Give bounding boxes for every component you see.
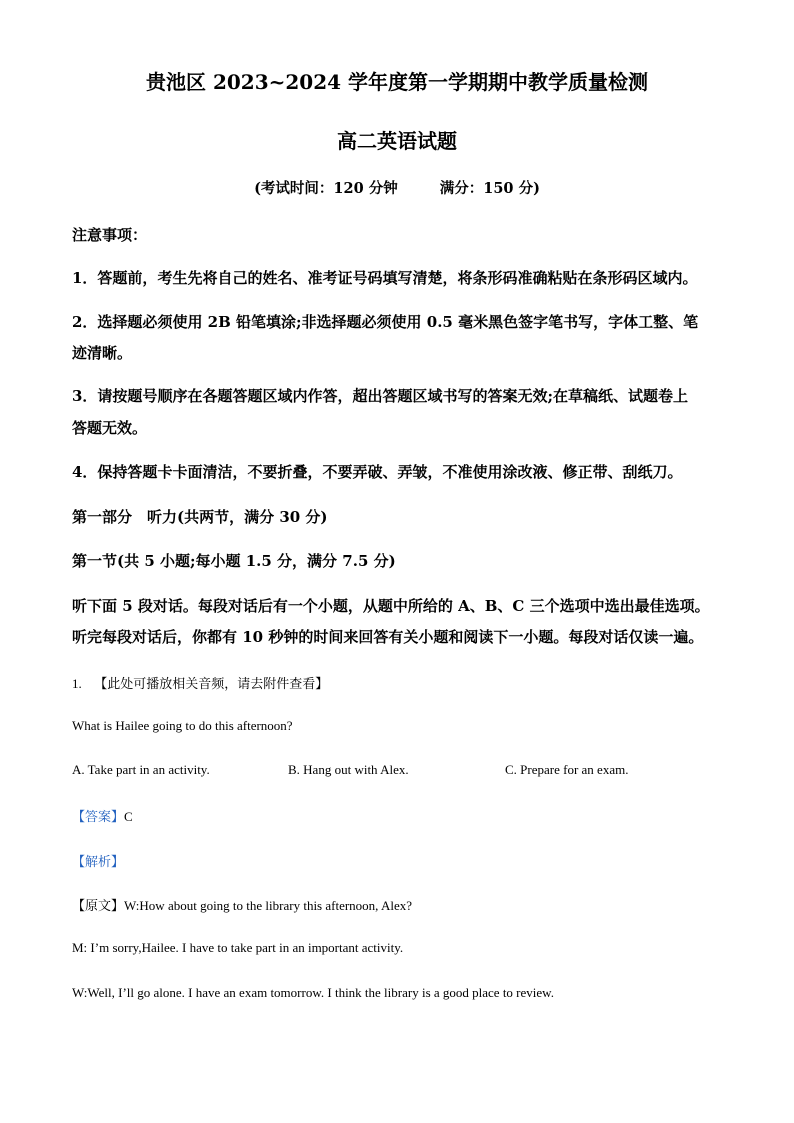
- option-b: B. Hang out with Alex.: [288, 762, 409, 777]
- instruction-line-1: 听下面 5 段对话。每段对话后有一个小题，从题中所给的 A、B、C 三个选项中选出最佳选项。: [72, 597, 710, 615]
- instruction-line-2: 听完每段对话后，你都有 10 秒钟的时间来回答有关小题和阅读下一小题。每段对话仅读一遍。: [72, 628, 704, 646]
- notice-item-4: 4．保持答题卡卡面清洁，不要折叠，不要弄破、弄皱，不准使用涂改液、修正带、刮纸刀。: [72, 463, 683, 481]
- transcript-line-1: [72, 895, 412, 914]
- transcript-line-2: M: I’m sorry,Hailee. I have to take part in an important activity.: [72, 940, 404, 955]
- question-1-text: What is Hailee going to do this afternoon?: [72, 718, 293, 733]
- exam-title: 贵池区 2023~2024 学年度第一学期期中教学质量检测: [145, 70, 648, 94]
- notice-item-2-line-1: 2．选择题必须使用 2B 铅笔填涂;非选择题必须使用 0.5 毫米黑色签字笔书写，字体工整、笔: [72, 313, 699, 331]
- notice-item-1: 1．答题前，考生先将自己的姓名、准考证号码填写清楚，将条形码准确粘贴在条形码区域内。: [72, 269, 698, 287]
- answer-line: [72, 806, 133, 825]
- section-1-title: 第一节(共 5 小题;每小题 1.5 分，满分 7.5 分): [72, 552, 396, 570]
- audio-note: 【此处可播放相关音频，请去附件查看】: [94, 676, 329, 691]
- notice-item-3-line-1: 3．请按题号顺序在各题答题区域内作答，超出答题区域书写的答案无效;在草稿纸、试题卷上: [72, 387, 688, 405]
- answer-label: 【答案】: [72, 809, 125, 824]
- exam-subtitle: 高二英语试题: [337, 129, 457, 153]
- exam-score: 满分：150 分): [439, 180, 540, 197]
- question-number: 1.: [72, 676, 82, 691]
- original-label: 【原文】: [72, 898, 125, 913]
- transcript-line-3: W:Well, I’ll go alone. I have an exam tomorrow. I think the library is a good place to review.: [72, 985, 554, 1000]
- answer-value: C: [124, 809, 133, 824]
- option-c: C. Prepare for an exam.: [505, 762, 629, 777]
- option-a: A. Take part in an activity.: [72, 762, 210, 777]
- question-1-header: [72, 673, 328, 692]
- exam-meta: [0, 177, 794, 198]
- part-1-title: 第一部分 听力(共两节，满分 30 分): [72, 508, 328, 526]
- question-1-options: [72, 762, 722, 780]
- notice-heading: 注意事项：: [72, 226, 148, 244]
- transcript-line-1-text: W:How about going to the library this afternoon, Alex?: [124, 898, 412, 913]
- notice-item-3-line-2: 答题无效。: [72, 419, 148, 437]
- analysis-label: 【解析】: [72, 854, 125, 869]
- notice-item-2-line-2: 迹清晰。: [72, 344, 133, 362]
- exam-time: (考试时间：120 分钟: [254, 180, 398, 197]
